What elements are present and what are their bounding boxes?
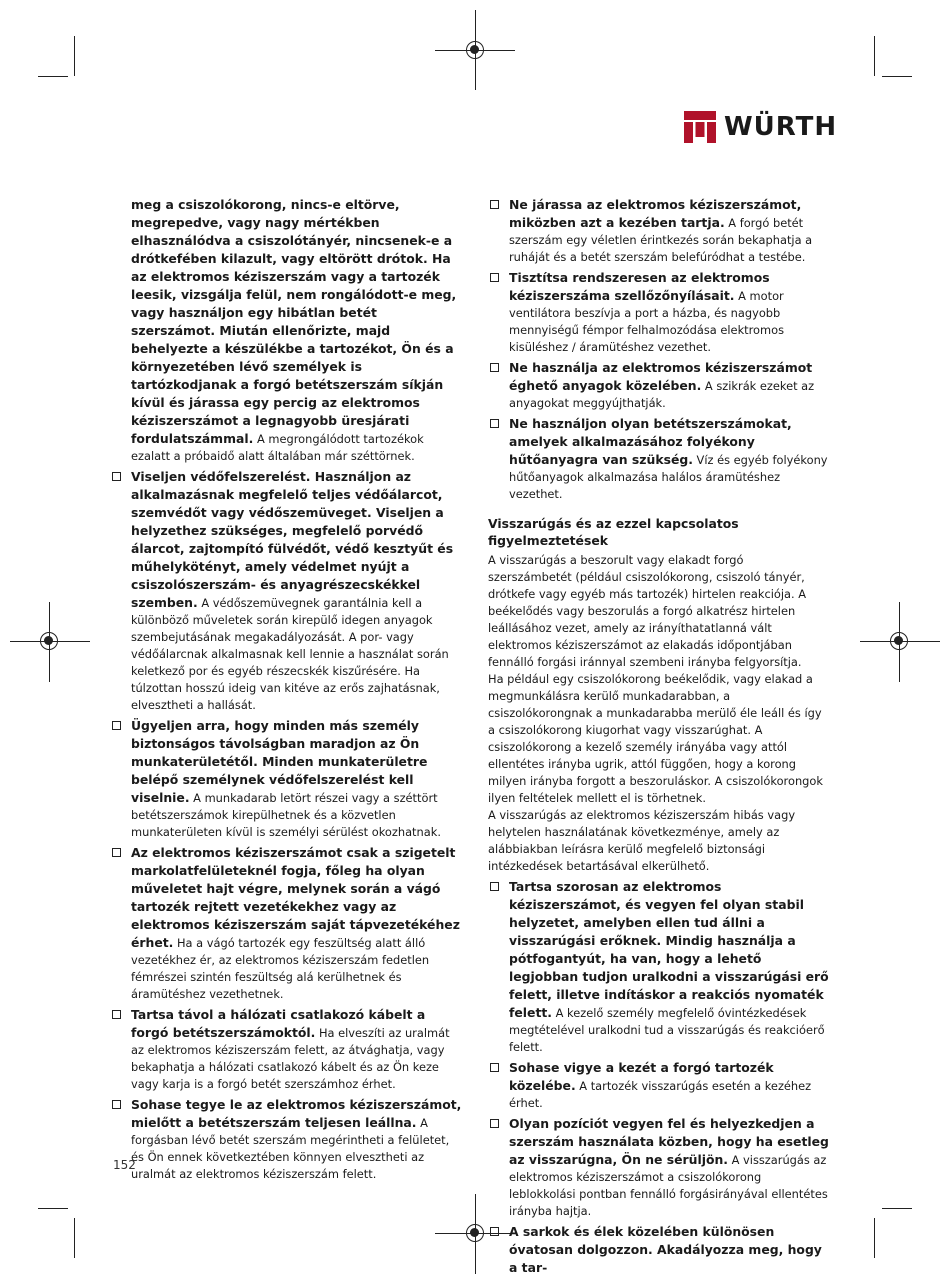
list-item-bold: Sohase vigye a kezét a forgó tartozék közelébe. — [509, 1060, 774, 1093]
list-item-normal: Ha elveszíti az uralmát az elektromos kéziszerszám felett, az átvághatja, vagy bekaphatja a hálózati csatlakozó kábelt és az Ön keze vagy karja is a forgó betét szerszámhoz érhet. — [131, 1026, 450, 1091]
list-item-bold: Olyan pozíciót vegyen fel és helyezkedjen a szerszám használata közben, hogy ha esetleg az visszarúgna, Ön ne sérüljön. — [509, 1116, 829, 1167]
list-item-bold: Ne járassa az elektromos kéziszerszámot, miközben azt a kezében tartja. — [509, 197, 802, 230]
list-item-bold: Ne használja az elektromos kéziszerszámot éghető anyagok közelében. — [509, 360, 813, 393]
list-item — [110, 1096, 462, 1183]
list-item — [110, 844, 462, 1003]
registration-mark-icon — [890, 632, 908, 650]
list-item-bold: Tartsa szorosan az elektromos kéziszerszámot, és vegyen fel olyan stabil helyzetet, amelyben ellen tud állni a visszarúgási erőknek. Mindig használja a pótfogantyút, ha van, hogy a lehető legjobban tudjon uralkodni a visszarúgási erő felett, illetve indításkor a reakciós nyomaték felett. — [509, 879, 829, 1020]
checkbox-bullet-icon — [490, 419, 499, 428]
crop-mark — [38, 1208, 68, 1209]
list-item-normal: A védőszemüvegnek garantálnia kell a különböző műveletek során kirepülő idegen anyagok szembejutásának megakadályozását. A por- vagy védőálarcnak alkalmasnak kell lennie a használat során keletkező por és egyéb részecskék kiszűrésére. Ha túlzottan hosszú ideig van kitéve az erős zajhatásnak, elvesztheti a hallását. — [131, 596, 449, 712]
crop-mark — [874, 36, 875, 76]
list-item-normal: A munkadarab letört részei vagy a széttört betétszerszámok kirepülhetnek és a közvetlen munkaterületen kívül is személyi sérülést okozhatnak. — [131, 791, 441, 839]
crop-mark — [74, 36, 75, 76]
registration-mark-icon — [40, 632, 58, 650]
checkbox-bullet-icon — [490, 882, 499, 891]
list-item-normal: A forgásban lévő betét szerszám megérintheti a felületet, és Ön ennek következtében könnyen elvesztheti az uralmát az elektromos kéziszerszám felett. — [131, 1116, 450, 1181]
checkbox-bullet-icon — [490, 200, 499, 209]
registration-mark-icon — [466, 41, 484, 59]
list-item-normal: A kezelő személy megfelelő óvintézkedések megtételével uralkodni tud a visszarúgás és reakcióerő felett. — [509, 1006, 825, 1054]
crop-mark — [882, 1208, 912, 1209]
crop-mark — [74, 1218, 75, 1258]
list-item-bold: Ne használjon olyan betétszerszámokat, amelyek alkalmazásához folyékony hűtőanyagra van szükség. — [509, 416, 792, 467]
wurth-emblem-icon — [684, 111, 716, 143]
list-item-bold: Tisztítsa rendszeresen az elektromos kéziszerszáma szellőzőnyílásait. — [509, 270, 770, 303]
list-item — [488, 359, 830, 412]
registration-mark-icon — [466, 1224, 484, 1242]
list-item — [110, 468, 462, 714]
checkbox-bullet-icon — [112, 1010, 121, 1019]
list-item — [488, 415, 830, 503]
checkbox-bullet-icon — [490, 273, 499, 282]
list-item — [488, 196, 830, 266]
logo-text: WÜRTH — [724, 112, 838, 142]
checkbox-bullet-icon — [490, 1063, 499, 1072]
list-item-normal: A visszarúgás az elektromos kéziszerszámot a csiszolókorong leblokkolási pontban fennálló forgásirányával ellentétes irányba hajtja. — [509, 1153, 828, 1218]
page-number: 152 — [113, 1158, 136, 1172]
list-item-bold: Az elektromos kéziszerszámot csak a szigetelt markolatfelületeknél fogja, főleg ha olyan műveletet hajt végre, melynek során a vágó tartozék rejtett vezetékekhez vagy az elektromos kéziszerszám saját tápvezetékéhez érhet. — [131, 845, 460, 950]
checkbox-bullet-icon — [112, 721, 121, 730]
list-item-bold: Viseljen védőfelszerelést. Használjon az alkalmazásnak megfelelő teljes védőálarcot, szemvédőt vagy védőszemüveget. Viseljen a helyzethez szükséges, megfelelő porvédő álarcot, zajtompító fülvédőt, védő kesztyűt és műhelykötényt, amely védelmet nyújt a csiszolószerszám- és anyagrészecskékkel szemben. — [131, 469, 454, 610]
checkbox-bullet-icon — [112, 472, 121, 481]
list-item-normal: Víz és egyéb folyékony hűtőanyagok alkalmazása halálos áramütéshez vezethet. — [509, 453, 828, 501]
checkbox-bullet-icon — [490, 1119, 499, 1128]
intro-bold-text: meg a csiszolókorong, nincs-e eltörve, megrepedve, vagy nagy mértékben elhasználódva a csiszolótányér, nincsenek-e a drótkefében kilazult, vagy eltörött drótok. Ha az elektromos kéziszerszám vagy a tartozék leesik, vizsgálja felül, nem rongálódott-e meg, vagy használjon egy hibátlan betét szerszámot. Miután ellenőrizte, majd behelyezte a készülékbe a tartozékot, Ön és a környezetében lévő személyek is tartózkodjanak a forgó betétszerszám síkján kívül és járassa egy percig az elektromos kéziszerszámot a legnagyobb üresjárati fordulatszámmal. — [131, 197, 457, 446]
checkbox-bullet-icon — [490, 363, 499, 372]
body-paragraph: A visszarúgás az elektromos kéziszerszám hibás vagy helytelen használatának következménye, amely az alábbiakban leírásra kerülő megfelelő biztonsági intézkedések betartásával elkerülhető. — [488, 808, 796, 873]
checkbox-bullet-icon — [112, 1100, 121, 1109]
list-item — [488, 269, 830, 356]
list-item-bold: Ügyeljen arra, hogy minden más személy biztonságos távolságban maradjon az Ön munkaterületétől. Minden munkaterületre belépő személynek védőfelszerelést kell viselnie. — [131, 718, 428, 805]
list-item-normal: A forgó betét szerszám egy véletlen érintkezés során bekaphatja a ruháját és a betét szerszám belefúródhat a testébe. — [509, 216, 813, 264]
list-item — [488, 878, 830, 1056]
body-paragraph: Ha például egy csiszolókorong beékelődik, vagy elakad a megmunkálásra kerülő munkadarabban, a csiszolókorongnak a munkadarabba merülő éle leáll és így a csiszolókorong kiugorhat vagy visszarúghat. A csiszolókorong a kezelő személy irányába vagy attól ellentétes irányba ugrik, attól függően, hogy a korong milyen irányba forgott a beszoruláskor. A csiszolókorongok ilyen feltételek mellett el is törhetnek. — [488, 672, 823, 805]
list-item — [110, 717, 462, 841]
crop-mark — [38, 76, 68, 77]
wurth-logo — [684, 110, 837, 144]
list-item-normal: A szikrák ezeket az anyagokat meggyújthatják. — [509, 379, 815, 410]
list-item-normal: Ha a vágó tartozék egy feszültség alatt álló vezetékhez ér, az elektromos kéziszerszám fedetlen fémrészei szintén feszültség alá kerülhetnek és áramütéshez vezethetnek. — [131, 936, 430, 1001]
right-column — [488, 196, 830, 1280]
list-item-bold: A sarkok és élek közelében különösen óvatosan dolgozzon. Akadályozza meg, hogy a tar- — [509, 1224, 822, 1275]
list-item-bold: Tartsa távol a hálózati csatlakozó kábelt a forgó betétszerszámoktól. — [131, 1007, 426, 1040]
left-column — [110, 196, 462, 1186]
list-item-bold: Sohase tegye le az elektromos kéziszerszámot, mielőtt a betétszerszám teljesen leállna. — [131, 1097, 462, 1130]
body-paragraph: A visszarúgás a beszorult vagy elakadt forgó szerszámbetét (például csiszolókorong, csiszoló tányér, drótkefe vagy egyéb más tartozék) hirtelen reakciója. A beékelődés vagy beszorulás a forgó alkatrész hirtelen leállásához vezet, amely az irányíthatatlanná vált elektromos kéziszerszámot az elakadás időpontjában fennálló forgási iránnyal szembeni irányba felgyorsítja. — [488, 553, 807, 669]
list-item — [488, 1115, 830, 1220]
crop-mark — [874, 1218, 875, 1258]
crop-mark — [882, 76, 912, 77]
checkbox-bullet-icon — [490, 1227, 499, 1236]
section-heading: Visszarúgás és az ezzel kapcsolatos figyelmeztetések — [488, 516, 739, 548]
intro-paragraph — [110, 196, 462, 465]
list-item — [488, 1223, 830, 1277]
list-item-normal: A motor ventilátora beszívja a port a házba, és nagyobb mennyiségű fémpor felhalmozódása elektromos kisüléshez / áramütéshez vezethet. — [509, 289, 785, 354]
intro-normal-text: A megrongálódott tartozékok ezalatt a próbaidő alatt általában már széttörnek. — [131, 432, 424, 463]
list-item-normal: A tartozék visszarúgás esetén a kezéhez érhet. — [509, 1079, 812, 1110]
list-item — [488, 1059, 830, 1112]
checkbox-bullet-icon — [112, 848, 121, 857]
list-item — [110, 1006, 462, 1093]
